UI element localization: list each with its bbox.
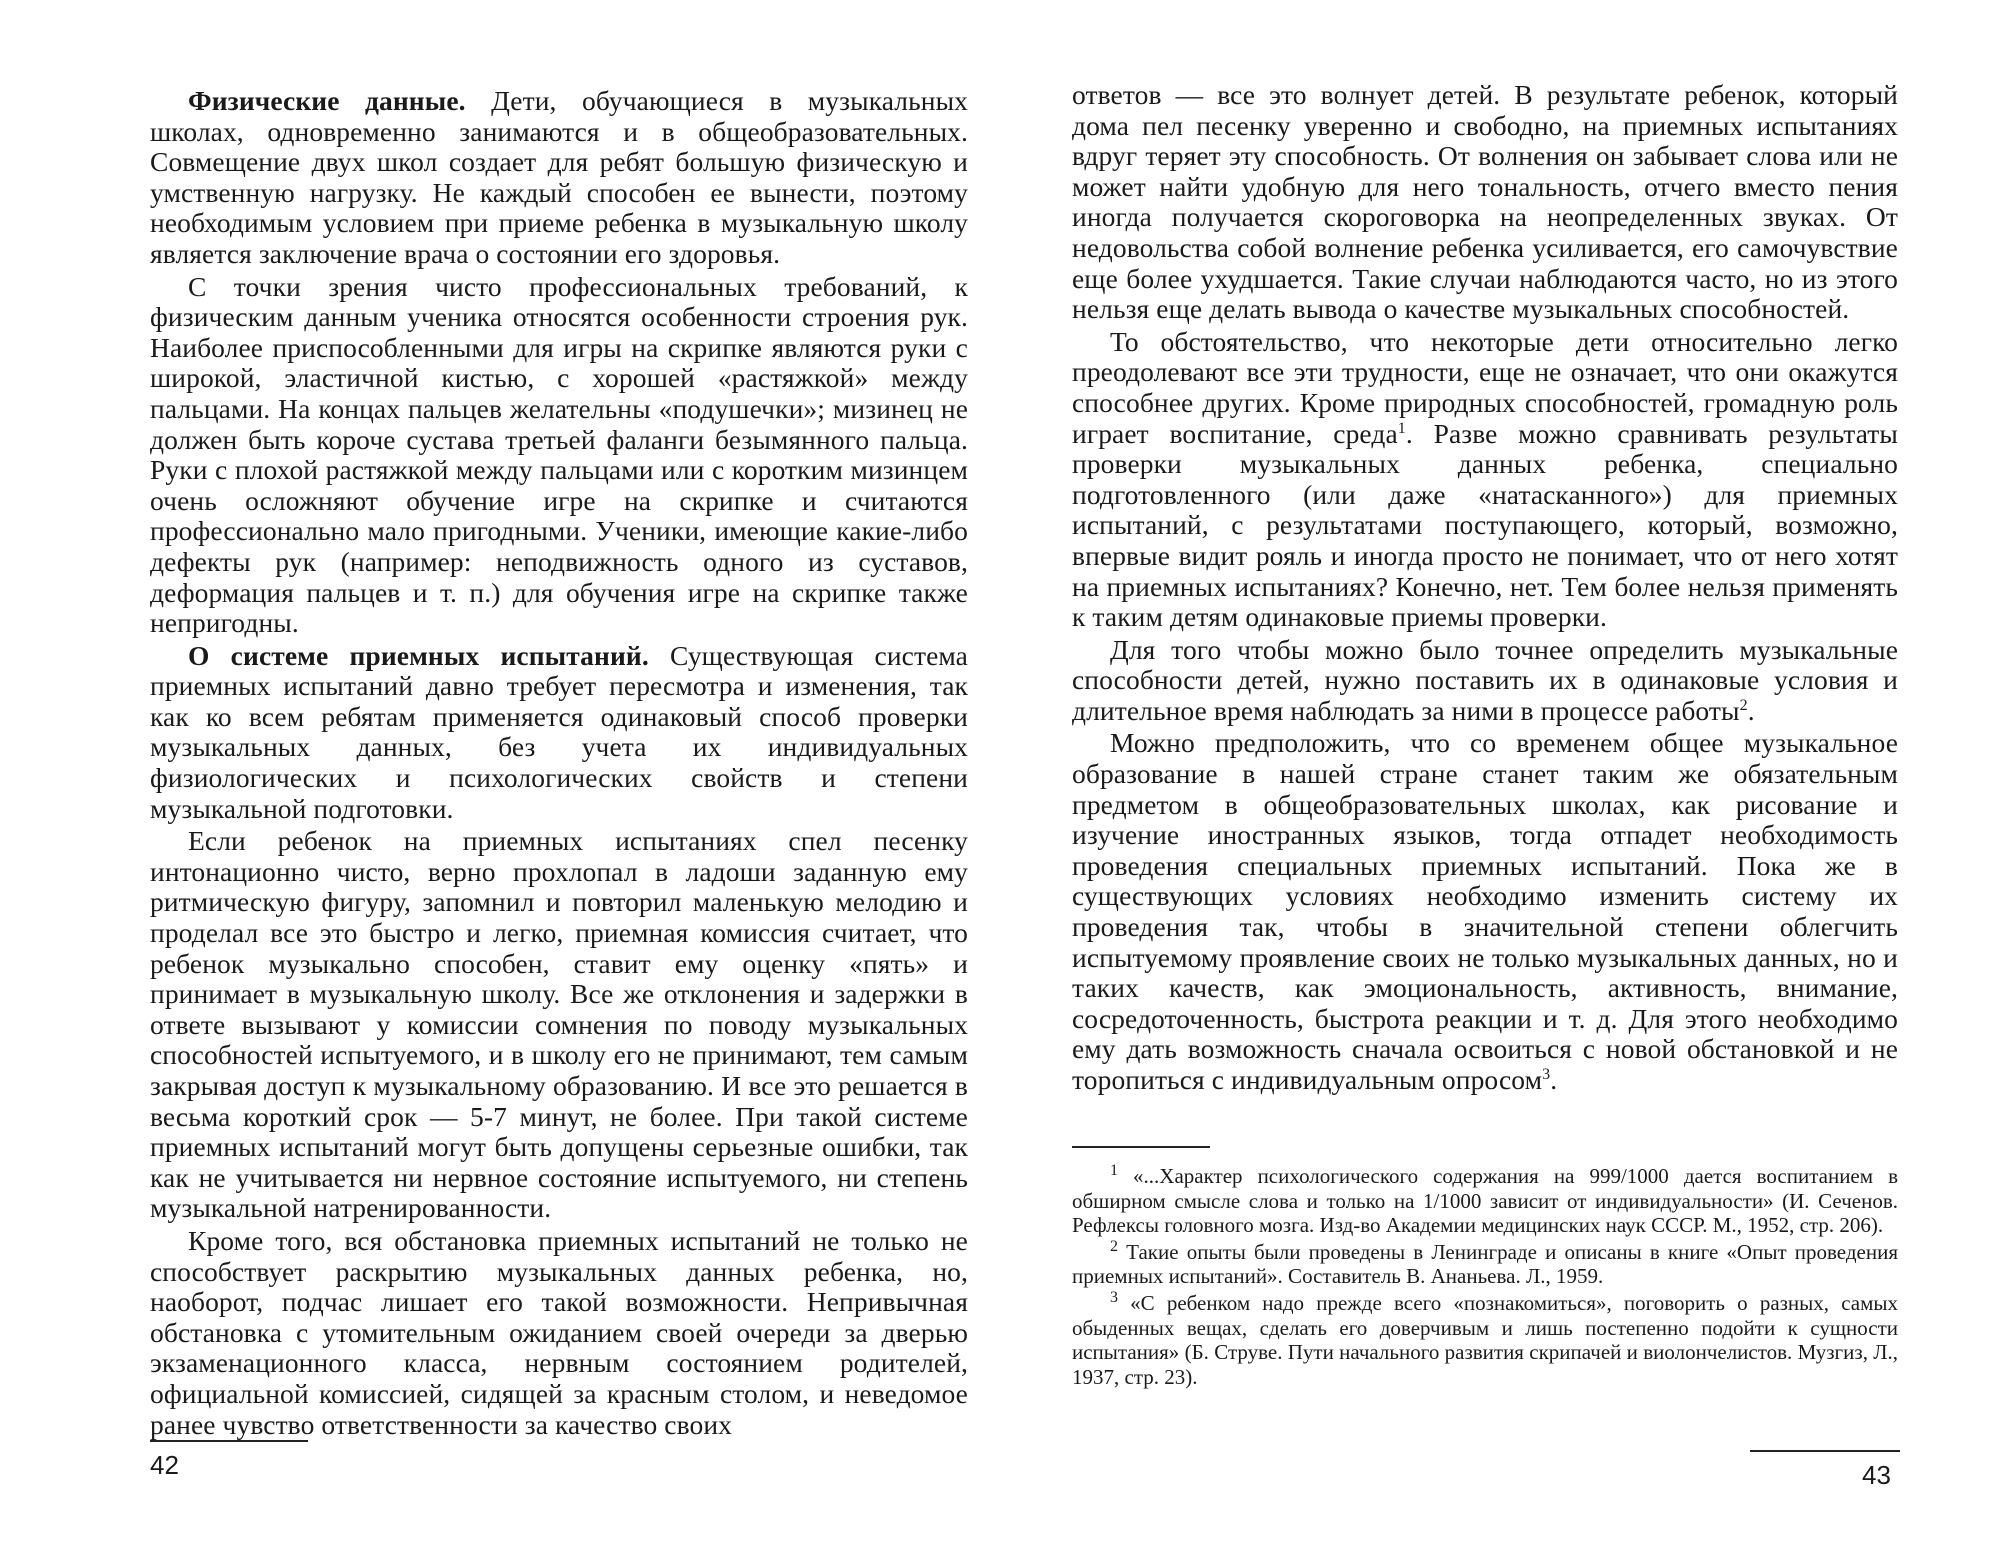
section-heading: Физические данные.	[188, 85, 466, 116]
page-bottom-rule	[1750, 1450, 1900, 1452]
paragraph-text: С точки зрения чисто профессиональных требований, к физическим данным ученика относятся особенности строения рук. Наиболее приспособленными для игры на скрипке являются руки с широкой, эластичной кистью, с хорошей «растяжкой» между пальцами. На концах пальцев желательны «подушечки»; мизинец не должен быть короче сустава третьей фаланги безымянного пальца. Руки с плохой растяжкой между пальцами или с коротким мизинцем очень осложняют обучение игре на скрипке и считаются профессионально мало пригодными. Ученики, имеющие какие-либо дефекты рук (например: неподвижность одного из суставов, деформация пальцев и т. п.) для обучения игре на скрипке также непригодны.	[150, 270, 968, 639]
paragraph-text: Для того чтобы можно было точнее определить музыкальные способности детей, нужно поставить их в одинаковые условия и длительное время наблюдать за ними в процессе работы	[1072, 633, 1898, 726]
paragraph	[150, 86, 968, 270]
footnote-ref[interactable]: 2	[1739, 696, 1748, 714]
footnote	[1072, 1237, 1898, 1289]
left-page	[0, 0, 990, 1556]
paragraph	[1072, 327, 1898, 633]
footnote-text: «...Характер психологического содержания на 999/1000 дается воспитанием в обширном смысле слова и только на 1/1000 зависит от индивидуальности» (И. Сеченов. Рефлексы головного мозга. Изд-во Академии медицинских наук СССР. М., 1952, стр. 206).	[1072, 1164, 1898, 1238]
footnote-mark: 1	[1110, 1162, 1118, 1179]
paragraph-text: ответов — все это волнует детей. В результате ребенок, который дома пел песенку уверенно и свободно, на приемных испытаниях вдруг теряет эту способность. От волнения он забывает слова или не может найти удобную для него тональность, отчего вместо пения иногда получается скороговорка на неопределенных звуках. От недовольства собой волнение ребенка усиливается, его самочувствие еще более ухудшается. Такие случаи наблюдаются часто, но из этого нельзя еще делать вывода о качестве музыкальных способностей.	[1072, 79, 1898, 325]
paragraph-text: Можно предположить, что со временем общее музыкальное образование в нашей стране станет таким же обязательным предметом в общеобразовательных школах, как рисование и изучение иностранных языков, тогда отпадет необходимость проведения специальных приемных испытаний. Пока же в существующих условиях необходимо изменить систему их проведения так, чтобы в значительной степени облегчить испытуемому проявление своих не только музыкальных данных, но и таких качеств, как эмоциональность, активность, внимание, сосредоточенность, быстрота реакции и т. д. Для этого необходимо ему дать возможность сначала освоиться с новой обстановкой и не торопиться с индивидуальным опросом	[1072, 727, 1898, 1095]
footnote-mark: 3	[1110, 1288, 1118, 1306]
paragraph-text: . Разве можно сравнивать результаты проверки музыкальных данных ребенка, специально подготовленного (или даже «натасканного») для приемных испытаний, с результатами поступающего, который, возможно, впервые видит рояль и иногда просто не понимает, что от него хотят на приемных испытаниях? Конечно, нет. Тем более нельзя применять к таким детям одинаковые приемы проверки.	[1072, 417, 1898, 633]
paragraph	[150, 826, 968, 1224]
footnote-separator	[1072, 1146, 1210, 1148]
right-text-column	[1072, 80, 1898, 1096]
paragraph	[1072, 80, 1898, 325]
paragraph	[1072, 728, 1898, 1095]
paragraph-text: То обстоятельство, что некоторые дети относительно легко преодолевают все эти трудности, еще не означает, что они окажутся способнее других. Кроме природных способностей, громадную роль играет воспитание, среда	[1072, 325, 1898, 449]
page-number: 42	[150, 1450, 179, 1480]
left-text-column	[150, 86, 968, 1440]
paragraph	[150, 641, 968, 825]
paragraph-text: Существующая система приемных испытаний давно требует пересмотра и изменения, так как ко всем ребятам применяется одинаковый способ проверки музыкальных данных, без учета их индивидуальных физиологических и психологических свойств и степени музыкальной подготовки.	[150, 639, 968, 824]
paragraph-text: Если ребенок на приемных испытаниях спел песенку интонационно чисто, верно прохлопал в ладоши заданную ему ритмическую фигуру, запомнил и повторил маленькую мелодию и проделал все это быстро и легко, приемная комиссия считает, что ребенок музыкально способен, ставит ему оценку «пять» и принимает в музыкальную школу. Все же отклонения и задержки в ответе вызывают у комиссии сомнения по поводу музыкальных способностей испытуемого, и в школу его не принимают, тем самым закрывая доступ к музыкальному образованию. И все это решается в весьма короткий срок — 5-7 минут, не более. При такой системе приемных испытаний могут быть допущены серьезные ошибки, так как не учитывается ни нервное состояние испытуемого, ни степень музыкальной натренированности.	[150, 825, 968, 1224]
paragraph	[150, 272, 968, 639]
footnotes	[1072, 1164, 1898, 1391]
footnote-ref[interactable]: 1	[1397, 419, 1406, 437]
page-bottom-rule	[150, 1440, 308, 1442]
footnote-text: «С ребенком надо прежде всего «познакомиться», поговорить о разных, самых обыденных вещах, сделать его доверчивым и лишь постепенно подойти к сущности испытания» (Б. Струве. Пути начального развития скрипачей и виолончелистов. Музгиз, Л., 1937, стр. 23).	[1072, 1290, 1898, 1389]
footnote-mark: 2	[1110, 1237, 1118, 1255]
footnote	[1072, 1288, 1898, 1389]
paragraph	[150, 1226, 968, 1440]
paragraph-text: .	[1747, 694, 1755, 726]
section-heading: О системе приемных испытаний.	[188, 639, 649, 671]
footnote	[1072, 1164, 1898, 1238]
page-number: 43	[1862, 1460, 1891, 1490]
paragraph-text: Дети, обучающиеся в музыкальных школах, одновременно занимаются и в общеобразовательных. Совмещение двух школ создает для ребят большую физическую и умственную нагрузку. Не каждый способен ее вынести, поэтому необходимым условием при приеме ребенка в музыкальную школу является заключение врача о состоянии его здоровья.	[150, 85, 968, 269]
right-page	[1000, 0, 1995, 1556]
footnote-text: Такие опыты были проведены в Ленинграде и описаны в книге «Опыт проведения приемных испытаний». Составитель В. Ананьева. Л., 1959.	[1072, 1239, 1898, 1289]
paragraph	[1072, 635, 1898, 727]
paragraph-text: .	[1550, 1064, 1558, 1095]
footnote-ref[interactable]: 3	[1542, 1065, 1551, 1083]
paragraph-text: Кроме того, вся обстановка приемных испытаний не только не способствует раскрытию музыкальных данных ребенка, но, наоборот, подчас лишает его такой возможности. Непривычная обстановка с утомительным ожиданием своей очереди за дверью экзаменационного класса, нервным состоянием родителей, официальной комиссией, сидящей за красным столом, и неведомое ранее чувство ответственности за качество своих	[150, 1224, 968, 1440]
